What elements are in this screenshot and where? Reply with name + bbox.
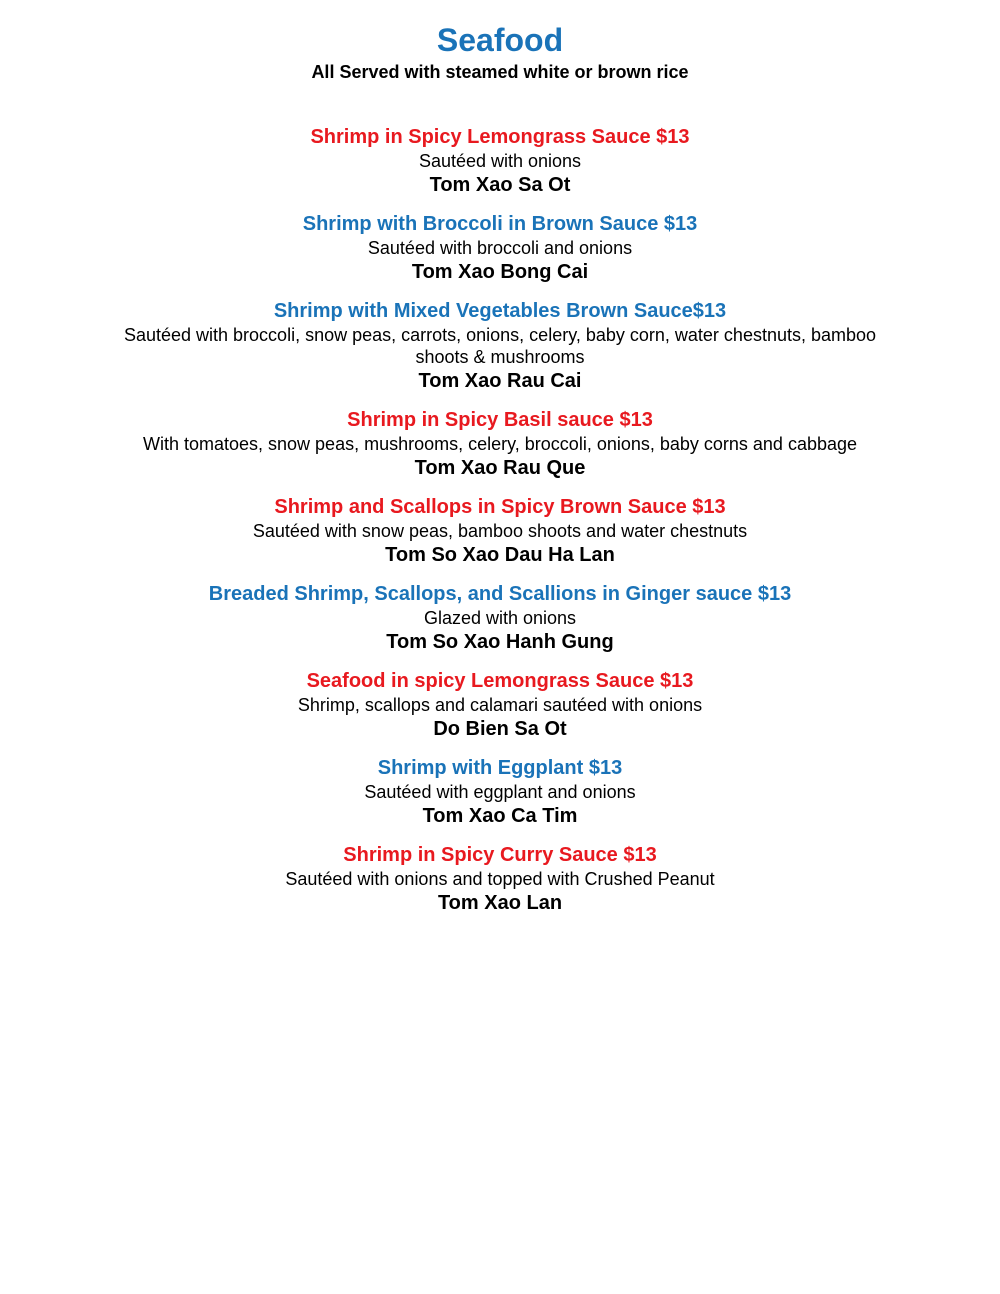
item-description: Sautéed with onions and topped with Crushed Peanut	[285, 869, 715, 889]
item-title: Breaded Shrimp, Scallops, and Scallions in Ginger sauce $13	[208, 583, 792, 605]
item-vietnamese-name: Tom Xao Ca Tim	[422, 805, 578, 827]
item-vietnamese-name: Tom Xao Rau Cai	[418, 370, 582, 392]
item-description: Shrimp, scallops and calamari sautéed with onions	[297, 695, 703, 715]
item-title: Shrimp in Spicy Basil sauce $13	[347, 409, 653, 431]
menu-item	[0, 494, 1000, 568]
page-title: Seafood	[436, 22, 564, 58]
item-description: Sautéed with onions	[418, 151, 582, 171]
menu-item	[0, 124, 1000, 198]
item-description: With tomatoes, snow peas, mushrooms, celery, broccoli, onions, baby corns and cabbage	[142, 434, 858, 454]
menu-item	[0, 407, 1000, 481]
item-title: Shrimp and Scallops in Spicy Brown Sauce $13	[274, 496, 726, 518]
item-vietnamese-name: Tom Xao Lan	[437, 892, 563, 914]
menu-item	[0, 755, 1000, 829]
page-subtitle: All Served with steamed white or brown rice	[311, 62, 689, 82]
item-vietnamese-name: Do Bien Sa Ot	[433, 718, 567, 740]
menu-item	[0, 298, 1000, 394]
item-vietnamese-name: Tom Xao Rau Que	[414, 457, 586, 479]
item-vietnamese-name: Tom So Xao Hanh Gung	[386, 631, 614, 653]
item-title: Shrimp with Broccoli in Brown Sauce $13	[302, 213, 698, 235]
menu-list	[0, 124, 1000, 929]
item-title: Seafood in spicy Lemongrass Sauce $13	[306, 670, 694, 692]
item-description: Sautéed with snow peas, bamboo shoots and water chestnuts	[252, 521, 748, 541]
menu-item	[0, 668, 1000, 742]
item-title: Shrimp in Spicy Lemongrass Sauce $13	[310, 126, 690, 148]
item-description: Sautéed with broccoli, snow peas, carrots, onions, celery, baby corn, water chestnuts, bamboo shoots & mushrooms	[123, 325, 877, 367]
item-vietnamese-name: Tom So Xao Dau Ha Lan	[385, 544, 615, 566]
item-description: Glazed with onions	[423, 608, 577, 628]
item-description: Sautéed with broccoli and onions	[367, 238, 633, 258]
item-title: Shrimp with Eggplant $13	[377, 757, 623, 779]
item-vietnamese-name: Tom Xao Sa Ot	[429, 174, 571, 196]
menu-item	[0, 581, 1000, 655]
item-description: Sautéed with eggplant and onions	[364, 782, 636, 802]
item-title: Shrimp with Mixed Vegetables Brown Sauce$13	[273, 300, 727, 322]
menu-item	[0, 211, 1000, 285]
item-title: Shrimp in Spicy Curry Sauce $13	[343, 844, 657, 866]
menu-item	[0, 842, 1000, 916]
item-vietnamese-name: Tom Xao Bong Cai	[411, 261, 589, 283]
